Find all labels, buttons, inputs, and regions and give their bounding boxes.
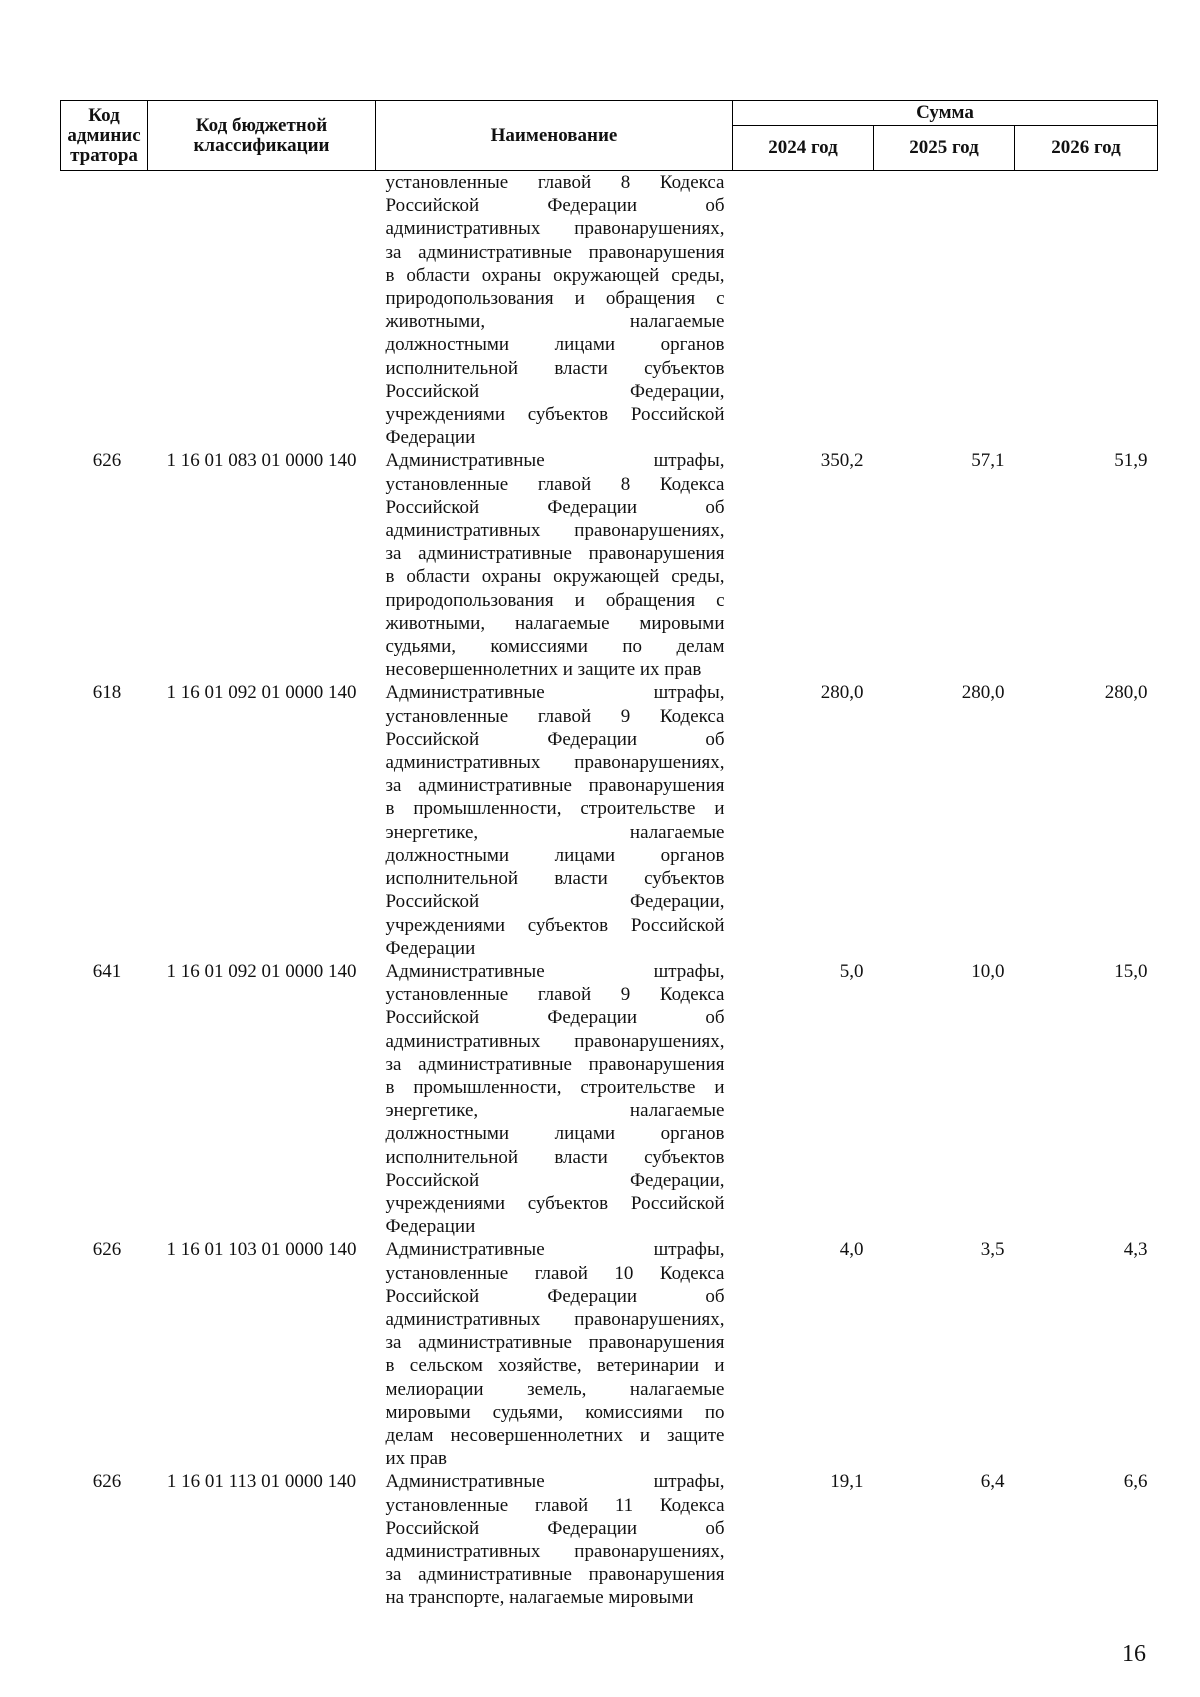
name-line: Административные штрафы, [385, 1471, 725, 1493]
budget-revenue-table [60, 100, 1158, 1610]
kbk-cell: 1 16 01 092 01 0000 140 [166, 960, 357, 982]
header-year-2026: 2026 год [1015, 126, 1158, 171]
name-line: установленные главой 9 Кодекса [385, 705, 725, 727]
name-line: административных правонарушениях, [385, 1030, 725, 1052]
name-line: в промышленности, строительстве и [385, 1076, 725, 1098]
amount-2024-cell: 5,0 [839, 960, 864, 982]
amount-2026-cell: 4,3 [1123, 1239, 1148, 1261]
name-line: энергетике, налагаемые [385, 821, 725, 843]
amount-2025-cell: 280,0 [961, 682, 1005, 704]
name-line: животными, налагаемые мировыми [385, 612, 725, 634]
name-cell [376, 171, 733, 450]
name-line: должностными лицами органов [385, 1123, 725, 1145]
page-number: 16 [1122, 1641, 1146, 1667]
kbk-cell: 1 16 01 113 01 0000 140 [166, 1471, 357, 1493]
name-line: административных правонарушениях, [385, 1540, 725, 1562]
amount-2026-cell: 280,0 [1104, 682, 1148, 704]
name-line: исполнительной власти субъектов [385, 357, 725, 379]
name-line: Федерации [385, 937, 476, 959]
amount-2025-cell: 3,5 [980, 1239, 1005, 1261]
header-admin-code-line1: Код [88, 104, 120, 126]
table-body [61, 171, 1158, 1610]
name-line: учреждениями субъектов Российской [385, 914, 725, 936]
name-line: Административные штрафы, [385, 1239, 725, 1261]
amount-2026-cell: 15,0 [1114, 960, 1148, 982]
name-line: Российской Федерации об [385, 195, 725, 217]
name-line: за административные правонарушения [385, 1332, 725, 1354]
name-line: Федерации [385, 1216, 476, 1238]
amount-2024-cell: 4,0 [839, 1239, 864, 1261]
name-line: энергетике, налагаемые [385, 1100, 725, 1122]
name-line: Российской Федерации об [385, 1007, 725, 1029]
table-header [61, 101, 1158, 171]
kbk-cell: 1 16 01 103 01 0000 140 [166, 1239, 357, 1261]
header-name: Наименование [376, 101, 733, 171]
amount-2024-cell [733, 171, 874, 450]
name-cell [376, 1470, 733, 1609]
name-line: несовершеннолетних и защите их прав [385, 659, 702, 681]
amount-2025-cell: 6,4 [980, 1471, 1005, 1493]
amount-2024-cell: 19,1 [830, 1471, 864, 1493]
name-cell [376, 449, 733, 681]
name-line: в сельском хозяйстве, ветеринарии и [385, 1355, 725, 1377]
name-line: Российской Федерации об [385, 496, 725, 518]
header-sum: Сумма [733, 101, 1158, 126]
name-line: природопользования и обращения с [385, 288, 725, 310]
name-line: природопользования и обращения с [385, 589, 725, 611]
header-year-2024: 2024 год [733, 126, 874, 171]
name-line: Российской Федерации об [385, 1285, 725, 1307]
name-line: за административные правонарушения [385, 1564, 725, 1586]
header-year-2025: 2025 год [874, 126, 1015, 171]
admin-code-cell: 618 [92, 682, 122, 704]
name-line: Административные штрафы, [385, 450, 725, 472]
name-line: за административные правонарушения [385, 543, 725, 565]
header-admin-code [61, 101, 148, 171]
name-line: должностными лицами органов [385, 334, 725, 356]
name-line: на транспорте, налагаемые мировыми [385, 1587, 694, 1609]
name-line: установленные главой 11 Кодекса [385, 1494, 725, 1516]
admin-code-cell: 641 [92, 960, 122, 982]
name-cell [376, 1238, 733, 1470]
header-admin-code-line2: админис [67, 124, 141, 146]
name-line: Российской Федерации, [385, 380, 725, 402]
name-line: Российской Федерации об [385, 1517, 725, 1539]
header-kbk-line1: Код бюджетной [195, 114, 328, 136]
table-row [61, 1238, 1158, 1470]
name-line: должностными лицами органов [385, 844, 725, 866]
kbk-cell: 1 16 01 092 01 0000 140 [166, 682, 357, 704]
name-line: установленные главой 8 Кодекса [385, 172, 725, 193]
amount-2025-cell: 10,0 [971, 960, 1005, 982]
amount-2026-cell: 6,6 [1123, 1471, 1148, 1493]
name-line: за административные правонарушения [385, 775, 725, 797]
table-row [61, 171, 1158, 450]
header-kbk-line2: классификации [193, 134, 330, 156]
name-cell [376, 681, 733, 959]
table-row [61, 1470, 1158, 1609]
table-row [61, 681, 1158, 959]
admin-code-cell: 626 [92, 1471, 122, 1493]
name-line: Российской Федерации, [385, 891, 725, 913]
name-line: установленные главой 8 Кодекса [385, 473, 725, 495]
admin-code-cell [61, 171, 148, 450]
name-line: судьями, комиссиями по делам [385, 636, 725, 658]
name-line: административных правонарушениях, [385, 520, 725, 542]
amount-2025-cell [874, 171, 1015, 450]
name-line: Российской Федерации об [385, 728, 725, 750]
name-line: в области охраны окружающей среды, [385, 264, 725, 286]
name-line: Административные штрафы, [385, 960, 725, 982]
kbk-cell [148, 171, 376, 450]
name-line: учреждениями субъектов Российской [385, 1192, 725, 1214]
name-line: учреждениями субъектов Российской [385, 404, 725, 426]
name-cell [376, 960, 733, 1238]
name-line: исполнительной власти субъектов [385, 868, 725, 890]
name-line: административных правонарушениях, [385, 218, 725, 240]
amount-2025-cell: 57,1 [971, 450, 1005, 472]
name-line: за административные правонарушения [385, 241, 725, 263]
amount-2026-cell [1015, 171, 1158, 450]
name-line: мелиорации земель, налагаемые [385, 1378, 725, 1400]
header-admin-code-line3: тратора [70, 144, 138, 166]
name-line: Российской Федерации, [385, 1169, 725, 1191]
name-line: за административные правонарушения [385, 1053, 725, 1075]
amount-2026-cell: 51,9 [1114, 450, 1148, 472]
name-line: в промышленности, строительстве и [385, 798, 725, 820]
name-line: административных правонарушениях, [385, 1308, 725, 1330]
name-line: исполнительной власти субъектов [385, 1146, 725, 1168]
name-line: мировыми судьями, комиссиями по [385, 1401, 725, 1423]
header-kbk [148, 101, 376, 171]
name-line: в области охраны окружающей среды, [385, 566, 725, 588]
amount-2024-cell: 350,2 [820, 450, 864, 472]
name-line: Федерации [385, 427, 476, 449]
name-line: делам несовершеннолетних и защите [385, 1424, 725, 1446]
amount-2024-cell: 280,0 [820, 682, 864, 704]
name-line: их прав [385, 1448, 447, 1470]
kbk-cell: 1 16 01 083 01 0000 140 [166, 450, 357, 472]
table-row [61, 960, 1158, 1238]
name-line: установленные главой 9 Кодекса [385, 984, 725, 1006]
budget-table-page [60, 100, 1157, 1667]
name-line: установленные главой 10 Кодекса [385, 1262, 725, 1284]
name-line: Административные штрафы, [385, 682, 725, 704]
name-line: административных правонарушениях, [385, 752, 725, 774]
name-line: животными, налагаемые [385, 311, 725, 333]
admin-code-cell: 626 [92, 1239, 122, 1261]
table-row [61, 449, 1158, 681]
admin-code-cell: 626 [92, 450, 122, 472]
